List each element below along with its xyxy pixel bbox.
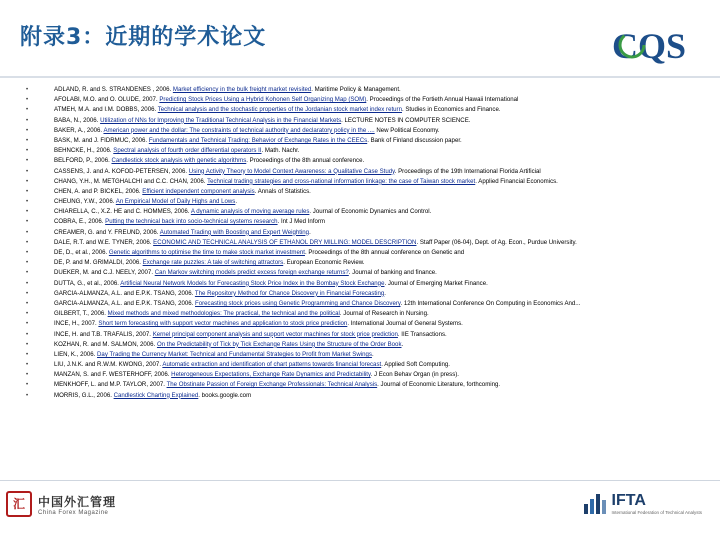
reference-title-link[interactable]: An Empirical Model of Daily Highs and Lows bbox=[115, 198, 236, 206]
reference-item bbox=[24, 360, 704, 370]
bullet-icon: • bbox=[26, 137, 29, 144]
reference-title-link[interactable]: Genetic algorithms to optimise the time to make stock market investment bbox=[108, 249, 305, 256]
reference-title-link[interactable]: Automatic extraction and identification of chart patterns towards financial forecast bbox=[162, 361, 382, 369]
reference-title-link[interactable]: Utilization of NNs for Improving the Traditional Technical Analysis in the Financial Markets bbox=[100, 116, 342, 124]
reference-authors: BABA, N., 2006. bbox=[54, 116, 101, 124]
reference-authors: GARCIA-ALMANZA, A.L. and E.P.K. TSANG, 2006. bbox=[54, 289, 195, 297]
reference-item bbox=[24, 167, 704, 177]
reference-authors: CASSENS, J. and A. KOFOD-PETERSEN, 2006. bbox=[54, 167, 189, 175]
reference-item bbox=[24, 258, 704, 268]
bullet-icon: • bbox=[26, 382, 29, 389]
bullet-icon: • bbox=[26, 321, 29, 328]
reference-title-link[interactable]: ECONOMIC AND TECHNICAL ANALYSIS OF ETHANOL DRY MILLING: MODEL DESCRIPTION bbox=[153, 238, 417, 246]
reference-item bbox=[24, 350, 704, 360]
bullet-icon: • bbox=[26, 392, 29, 399]
reference-item bbox=[24, 187, 704, 197]
reference-authors: GILBERT, T., 2006. bbox=[54, 310, 108, 318]
reference-authors: CHEN, A. and P. BICKEL, 2006. bbox=[54, 187, 143, 195]
reference-authors: LIU, J.N.K. and R.W.M. KWONG, 2007. bbox=[54, 361, 163, 369]
reference-source: . Applied Soft Computing. bbox=[381, 361, 450, 369]
reference-source: . 12th International Conference On Computing in Economics And... bbox=[400, 299, 581, 307]
reference-source: . European Economic Review. bbox=[283, 259, 365, 267]
reference-source: . Studies in Economics and Finance. bbox=[401, 106, 501, 114]
bullet-icon: • bbox=[26, 127, 29, 134]
reference-item bbox=[24, 197, 704, 207]
reference-item bbox=[24, 330, 704, 340]
cfm-seal-icon: 汇 bbox=[6, 491, 32, 517]
bullet-icon: • bbox=[26, 260, 29, 267]
bullet-icon: • bbox=[26, 188, 29, 195]
reference-item bbox=[24, 217, 704, 227]
reference-source: . books.google.com bbox=[198, 391, 252, 399]
bullet-icon: • bbox=[26, 239, 29, 246]
bullet-icon: • bbox=[26, 107, 29, 114]
reference-source: . Math. Nachr. bbox=[261, 147, 300, 155]
reference-source: . Proceedings of the 8th annual conference on Genetic and bbox=[304, 249, 465, 256]
reference-item bbox=[24, 238, 704, 248]
reference-title-link[interactable]: Mixed methods and mixed methodologies: The practical, the technical and the political bbox=[107, 310, 340, 318]
bullet-icon: • bbox=[26, 158, 29, 165]
bullet-icon: • bbox=[26, 362, 29, 369]
bullet-icon: • bbox=[26, 341, 29, 348]
reference-authors: BELFORD, P., 2006. bbox=[54, 157, 112, 165]
reference-authors: CHANG, Y.H., M. METGHALCHI and C.C. CHAN, 2006. bbox=[54, 177, 208, 185]
reference-authors: BEHNCKE, H., 2006. bbox=[54, 147, 114, 155]
bullet-icon: • bbox=[26, 148, 29, 155]
bullet-icon: • bbox=[26, 300, 29, 307]
reference-authors: MENKHOFF, L. and M.P. TAYLOR, 2007. bbox=[54, 381, 167, 389]
reference-source: . Journal of Economic Dynamics and Control. bbox=[309, 208, 432, 216]
reference-source: . Applied Financial Economics. bbox=[475, 177, 558, 185]
reference-title-link[interactable]: On the Predictability of Tick by Tick Exchange Rates Using the Structure of the Order Book bbox=[156, 340, 402, 348]
bullet-icon: • bbox=[26, 311, 29, 318]
reference-authors: DE, P. and M. GRIMALDI, 2006. bbox=[54, 259, 143, 267]
bullet-icon: • bbox=[26, 168, 29, 175]
reference-authors: ADLAND, R. and S. STRANDENES , 2006. bbox=[54, 86, 173, 93]
reference-authors: INCE, H., 2007. bbox=[54, 320, 99, 328]
bullet-icon: • bbox=[26, 280, 29, 287]
reference-source: . Staff Paper (06-04), Dept. of Ag. Econ., Purdue University. bbox=[416, 238, 577, 246]
reference-source: . Journal of Emerging Market Finance. bbox=[384, 279, 488, 287]
reference-item bbox=[24, 146, 704, 156]
reference-item bbox=[24, 380, 704, 390]
reference-item bbox=[24, 207, 704, 217]
bullet-icon: • bbox=[26, 229, 29, 236]
reference-source: . bbox=[309, 228, 311, 236]
bullet-icon: • bbox=[26, 87, 29, 93]
reference-item bbox=[24, 370, 704, 380]
reference-source: . J Econ Behav Organ (in press). bbox=[370, 371, 459, 379]
reference-source: . Annals of Statistics. bbox=[254, 187, 311, 195]
reference-authors: COBRA, E., 2006. bbox=[54, 218, 106, 226]
reference-authors: MANZAN, S. and F. WESTERHOFF, 2006. bbox=[54, 371, 172, 379]
reference-item bbox=[24, 228, 704, 238]
ifta-logo bbox=[582, 490, 702, 516]
reference-item bbox=[24, 85, 704, 95]
bullet-icon: • bbox=[26, 270, 29, 277]
reference-authors: CREAMER, G. and Y. FREUND, 2006. bbox=[54, 228, 160, 236]
reference-title-link[interactable]: Artificial Neural Network Models for Forecasting Stock Price Index in the Bombay Stock Exchange bbox=[120, 279, 385, 287]
reference-item bbox=[24, 126, 704, 136]
reference-authors: DE, D., et al., 2006. bbox=[54, 249, 109, 256]
reference-source: . bbox=[371, 350, 374, 358]
reference-item bbox=[24, 116, 704, 126]
reference-item bbox=[24, 105, 704, 115]
reference-source: . Proceedings of the 8th annual conference. bbox=[246, 157, 365, 165]
reference-authors: DALE, R.T. and W.E. TYNER, 2006. bbox=[54, 238, 154, 246]
reference-authors: LIEN, K., 2006. bbox=[54, 350, 98, 358]
reference-authors: GARCIA-ALMANZA, A.L. and E.P.K. TSANG, 2006. bbox=[54, 299, 196, 307]
bullet-icon: • bbox=[26, 97, 29, 104]
reference-list bbox=[24, 85, 704, 401]
reference-title-link[interactable]: The Repository Method for Chance Discovery in Financial Forecasting bbox=[194, 289, 385, 297]
cqs-logo bbox=[610, 16, 694, 72]
reference-authors: BAKER, A., 2006. bbox=[54, 126, 104, 134]
bullet-icon: • bbox=[26, 117, 29, 124]
reference-item bbox=[24, 248, 704, 258]
reference-source: . Journal of banking and finance. bbox=[348, 269, 437, 277]
footer-divider bbox=[0, 480, 720, 481]
reference-source: . Int J Med Inform bbox=[277, 218, 325, 226]
reference-title-link[interactable]: Efficient independent component analysis bbox=[142, 187, 255, 195]
page-title: 附录3：近期的学术论文 bbox=[20, 25, 267, 50]
reference-title-link[interactable]: Market efficiency in the bulk freight market revisited bbox=[172, 86, 312, 93]
reference-title-link[interactable]: Predicting Stock Prices Using a Hybrid Kohonen Self Organizing Map (SOM) bbox=[159, 96, 367, 104]
reference-source: . bbox=[235, 198, 238, 206]
reference-item bbox=[24, 309, 704, 319]
reference-title-link[interactable]: Can Markov switching models predict excess foreign exchange returns? bbox=[154, 269, 349, 277]
reference-title-link[interactable]: A dynamic analysis of moving average rules bbox=[190, 208, 310, 216]
reference-title-link[interactable]: Putting the technical back into socio-technical systems research bbox=[105, 218, 278, 226]
reference-title-link[interactable]: Automated Trading with Boosting and Expert Weighting bbox=[159, 228, 310, 236]
reference-source: . LECTURE NOTES IN COMPUTER SCIENCE. bbox=[341, 116, 471, 124]
reference-authors: DUEKER, M. and C.J. NEELY, 2007. bbox=[54, 269, 155, 277]
reference-title-link[interactable]: Technical trading strategies and cross-national information linkage: the case of Taiwan stock market bbox=[207, 177, 476, 185]
reference-source: . Bank of Finland discussion paper. bbox=[367, 136, 462, 144]
reference-title-link[interactable]: Candlestick Charting Explained bbox=[113, 391, 199, 399]
reference-authors: ATMEH, M.A. and I.M. DOBBS, 2006. bbox=[54, 106, 158, 114]
bullet-icon: • bbox=[26, 199, 29, 206]
reference-authors: INCE, H. and T.B. TRAFALIS, 2007. bbox=[54, 330, 153, 338]
reference-item bbox=[24, 177, 704, 187]
reference-authors: KOZHAN, R. and M. SALMON, 2006. bbox=[54, 340, 157, 348]
reference-item bbox=[24, 391, 704, 401]
bullet-icon: • bbox=[26, 209, 29, 216]
reference-source: . IIE Transactions. bbox=[397, 330, 447, 338]
cfm-chinese-name: 中国外汇管理 bbox=[38, 494, 117, 509]
reference-title-link[interactable]: Candlestick stock analysis with genetic algorithms bbox=[111, 157, 247, 165]
bullet-icon: • bbox=[26, 250, 29, 256]
reference-title-link[interactable]: Using Activity Theory to Model Context Awareness: a Qualitative Case Study bbox=[188, 167, 395, 175]
ifta-name: IFTA bbox=[611, 491, 646, 509]
reference-title-link[interactable]: Day Trading the Currency Market: Technical and Fundamental Strategies to Profit from Market Swings bbox=[97, 350, 372, 358]
reference-title-link[interactable]: Technical analysis and the stochastic properties of the Jordanian stock market index return bbox=[157, 106, 402, 114]
reference-title-link[interactable]: Forecasting stock prices using Genetic Programming and Chance Discovery bbox=[195, 299, 401, 307]
china-forex-logo bbox=[6, 492, 116, 516]
reference-title-link[interactable]: The Obstinate Passion of Foreign Exchange Professionals: Technical Analysis bbox=[166, 381, 378, 389]
ifta-mark-icon bbox=[582, 490, 608, 516]
reference-item bbox=[24, 319, 704, 329]
reference-title-link[interactable]: Kernel principal component analysis and support vector machines for stock price prediction bbox=[152, 330, 398, 338]
reference-authors: CHIARELLA, C., X.Z. HE and C. HOMMES, 2006. bbox=[54, 208, 191, 216]
reference-item bbox=[24, 289, 704, 299]
reference-title-link[interactable]: Exchange rate puzzles: A tale of switching attractors bbox=[142, 259, 284, 267]
reference-source: New Political Economy. bbox=[374, 126, 440, 134]
bullet-icon: • bbox=[26, 331, 29, 338]
reference-title-link[interactable]: Fundamentals and Technical Trading: Behavior of Exchange Rates in the CEECs bbox=[148, 136, 368, 144]
svg-text:CQS: CQS bbox=[612, 26, 687, 66]
reference-source: . bbox=[401, 340, 404, 348]
reference-authors: BASK, M. and J. FIDRMUC, 2006. bbox=[54, 136, 149, 144]
bullet-icon: • bbox=[26, 372, 29, 379]
reference-item bbox=[24, 156, 704, 166]
reference-item bbox=[24, 299, 704, 309]
reference-title-link[interactable]: Spectral analysis of fourth order differential operators II bbox=[113, 147, 262, 155]
reference-title-link[interactable]: Short term forecasting with support vector machines and application to stock price prediction bbox=[98, 320, 348, 328]
reference-source: . Maritime Policy & Management. bbox=[311, 86, 401, 93]
reference-item bbox=[24, 95, 704, 105]
bullet-icon: • bbox=[26, 351, 29, 358]
reference-source: . Journal of Research in Nursing. bbox=[339, 310, 429, 318]
cfm-english-name: China Forex Magazine bbox=[38, 509, 109, 516]
reference-authors: AFOLABI, M.O. and O. OLUDE, 2007. bbox=[54, 96, 160, 104]
bullet-icon: • bbox=[26, 178, 29, 185]
header-divider bbox=[0, 76, 720, 78]
bullet-icon: • bbox=[26, 219, 29, 226]
reference-source: . bbox=[384, 289, 386, 297]
reference-title-link[interactable]: American power and the dollar: The constraints of technical authority and declaratory policy in the .... bbox=[103, 126, 375, 134]
ifta-subtitle: International Federation of Technical Analysts bbox=[611, 509, 702, 515]
reference-authors: CHEUNG, Y.W., 2006. bbox=[54, 198, 116, 206]
reference-item bbox=[24, 279, 704, 289]
reference-title-link[interactable]: Heterogeneous Expectations, Exchange Rate Dynamics and Predictability bbox=[171, 371, 371, 379]
reference-source: . International Journal of General Systems. bbox=[347, 320, 463, 328]
reference-item bbox=[24, 340, 704, 350]
reference-source: . Proceedings of the Fortieth Annual Hawaii International bbox=[366, 96, 519, 104]
bullet-icon: • bbox=[26, 290, 29, 297]
reference-source: . Proceedings of the 19th International Florida Artificial bbox=[394, 167, 541, 175]
reference-item bbox=[24, 136, 704, 146]
reference-authors: DUTTA, G., et al., 2006. bbox=[54, 279, 121, 287]
reference-authors: MORRIS, G.L., 2006. bbox=[54, 391, 114, 399]
reference-item bbox=[24, 268, 704, 278]
reference-source: . Journal of Economic Literature, forthcoming. bbox=[377, 381, 501, 389]
